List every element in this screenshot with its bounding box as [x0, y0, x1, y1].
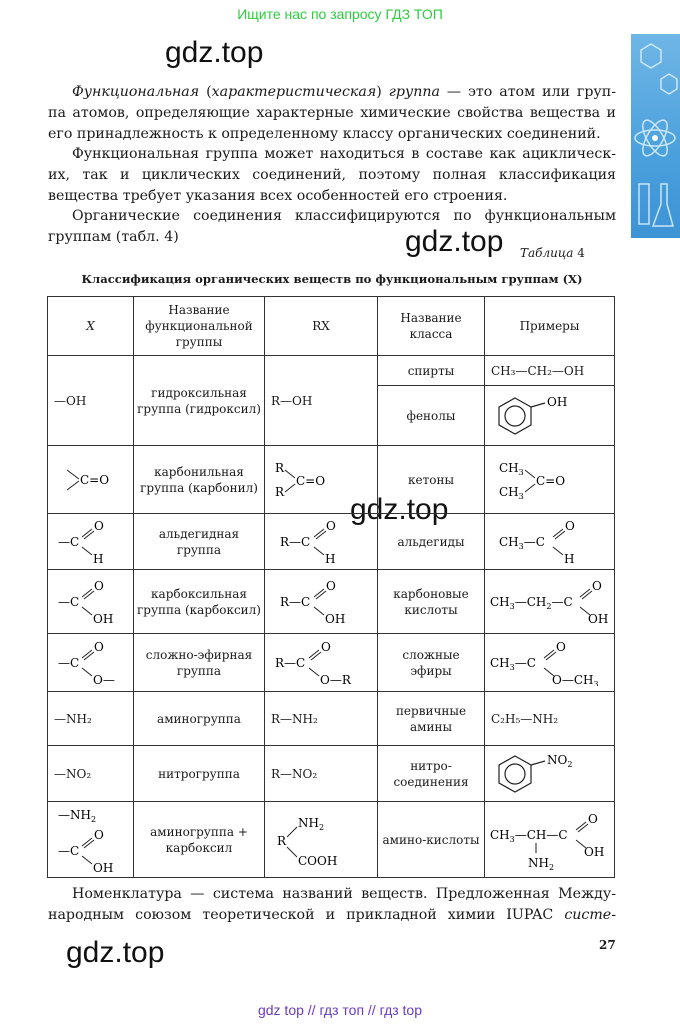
svg-text:CH3—CH2—C: $CH_3—CH_2—C$	[490, 594, 573, 611]
watermark: gdz.top	[66, 936, 165, 969]
svg-text:CH3: $CH_3$	[498, 484, 524, 501]
ester-general-structure	[271, 640, 371, 686]
svg-text:—C: —C	[57, 594, 79, 609]
paren-close: )	[376, 84, 382, 100]
table-label-word: Таблица	[520, 246, 574, 260]
para1-line1-rest: — это атом или груп-	[446, 84, 617, 100]
svg-text:C=O: C=O	[79, 472, 109, 487]
cell-class-amines: первичные амины	[378, 692, 485, 746]
cell-class-aldehydes: альдегиды	[378, 514, 485, 570]
cell-example-ethanol: CH₃—CH₂—OH	[485, 356, 615, 386]
svg-text:O: O	[326, 578, 336, 593]
svg-text:H: H	[92, 551, 103, 565]
table-row	[48, 570, 615, 634]
term-characteristic: характеристическая	[211, 84, 377, 100]
paragraph-functional-group	[48, 144, 616, 206]
svg-text:OH: OH	[588, 611, 609, 625]
svg-text:R—C: R—C	[280, 534, 311, 549]
para3-line1: Органические соединения классифицируются по функциональным	[72, 208, 616, 224]
svg-text:O: O	[93, 827, 104, 842]
svg-text:NH2: $NH_2$	[298, 815, 325, 832]
cell-rx-hydroxyl: R—OH	[265, 356, 378, 446]
svg-text:O: O	[93, 639, 104, 654]
amino-acid-general-structure	[271, 809, 371, 871]
svg-text:R: R	[277, 833, 287, 848]
table-row	[48, 692, 615, 746]
header-rx-label: RX	[312, 319, 330, 333]
methyl-acetate-structure	[488, 640, 612, 686]
cell-name-amino-acid: аминогруппа + карбоксил	[134, 802, 265, 878]
svg-text:NH2: $NH_2$	[528, 855, 555, 872]
svg-text:C=O: C=O	[296, 473, 326, 488]
top-banner[interactable]: Ищите нас по запросу ГДЗ ТОП	[237, 6, 443, 22]
cell-example-methyl-acetate	[485, 634, 615, 692]
phenol-structure	[495, 393, 605, 439]
nitrobenzene-structure	[495, 751, 605, 797]
svg-text:O: O	[321, 639, 331, 654]
cell-example-acetone	[485, 446, 615, 514]
ester-group-structure	[56, 640, 126, 686]
header-class-name: Название класса	[378, 297, 485, 356]
chemistry-illustration	[631, 34, 680, 238]
svg-text:—C: —C	[57, 534, 79, 549]
para4-line1: Номенклатура — система названий веществ. Предложенная Между-	[72, 886, 616, 902]
cell-name-carboxyl: карбоксильная группа (карбоксил)	[134, 570, 265, 634]
svg-text:CH3—C: $CH_3—C$	[498, 534, 545, 551]
cell-class-carboxylic-acids: карбоновые кислоты	[378, 570, 485, 634]
svg-text:O: O	[326, 518, 336, 533]
table-label-number: 4	[577, 246, 585, 260]
cell-class-nitro: нитро-соединения	[378, 746, 485, 802]
cell-name-amine: аминогруппа	[134, 692, 265, 746]
cell-rx-aldehyde	[265, 514, 378, 570]
cell-rx-ester	[265, 634, 378, 692]
svg-text:R—C: R—C	[275, 655, 306, 670]
paragraph-nomenclature	[48, 884, 616, 926]
para2-line1: Функциональная группа может находиться в составе как ациклическ-	[72, 146, 616, 162]
table-row	[48, 746, 615, 802]
header-examples: Примеры	[485, 297, 615, 356]
table-row	[48, 634, 615, 692]
cell-class-phenols: фенолы	[378, 386, 485, 446]
table-caption: Классификация органических веществ по функциональным группам (X)	[81, 272, 583, 286]
para1-line3: его принадлежность к определенному классу органических соединений.	[48, 125, 601, 142]
classification-table	[47, 296, 615, 878]
svg-text:O: O	[588, 811, 598, 826]
watermark: gdz.top	[165, 36, 264, 69]
header-x-label: X	[86, 319, 95, 333]
cell-x-ester	[48, 634, 134, 692]
watermark: gdz.top	[350, 493, 449, 526]
cell-x-amino-carboxyl	[48, 802, 134, 878]
paren-open: (	[206, 84, 212, 100]
cell-class-alcohols: спирты	[378, 356, 485, 386]
amino-carboxyl-structure	[56, 805, 126, 875]
svg-text:CH3: $CH_3$	[498, 460, 524, 477]
svg-text:O—R: O—R	[320, 672, 351, 686]
table-header-row	[48, 297, 615, 356]
footer-links[interactable]: gdz top // гдз топ // гдз top	[257, 1002, 423, 1018]
cell-example-ethylamine: C₂H₅—NH₂	[485, 692, 615, 746]
svg-text:O: O	[93, 518, 104, 533]
cell-class-ketones: кетоны	[378, 446, 485, 514]
propanoic-acid-structure	[488, 579, 612, 625]
acetaldehyde-structure	[495, 519, 605, 565]
cell-x-amine: —NH₂	[48, 692, 134, 746]
cell-x-carboxyl	[48, 570, 134, 634]
svg-text:O—CH3: $O—CH_3$	[552, 672, 599, 686]
cell-name-ester: сложно-эфирная группа	[134, 634, 265, 692]
ketone-general-structure	[271, 458, 371, 502]
cell-name-carbonyl: карбонильная группа (карбонил)	[134, 446, 265, 514]
svg-text:OH: OH	[92, 860, 113, 875]
cell-example-propanoic-acid	[485, 570, 615, 634]
cell-rx-amine: R—NH₂	[265, 692, 378, 746]
cell-rx-amino-acid	[265, 802, 378, 878]
svg-text:COOH: COOH	[298, 853, 338, 868]
svg-text:H: H	[325, 551, 336, 565]
header-rx	[265, 297, 378, 356]
svg-text:CH3—C: $CH_3—C$	[490, 655, 536, 672]
aldehyde-group-structure	[56, 519, 126, 565]
svg-text:—C: —C	[57, 655, 79, 670]
paragraph-classification	[48, 206, 616, 248]
cell-class-amino-acids: амино-кислоты	[378, 802, 485, 878]
para2-line3: вещества требует указания всех особенностей его строения.	[48, 187, 508, 204]
carbonyl-structure	[61, 460, 121, 500]
cell-example-alanine	[485, 802, 615, 878]
table-row	[48, 356, 615, 386]
svg-text:OH: OH	[92, 611, 113, 625]
aldehyde-general-structure	[276, 519, 366, 565]
svg-text:R: R	[275, 460, 285, 475]
svg-text:R—C: R—C	[280, 594, 311, 609]
paragraph-definition	[48, 82, 616, 144]
svg-text:OH: OH	[546, 394, 567, 409]
alanine-structure	[488, 807, 612, 873]
header-group-name: Название функциональной группы	[134, 297, 265, 356]
term-functional: Функциональная	[72, 84, 200, 100]
cell-rx-carbonyl	[265, 446, 378, 514]
watermark: gdz.top	[405, 225, 504, 258]
para2-line2: их, так и циклических соединений, поэтому полная классификация	[48, 166, 616, 183]
svg-text:H: H	[563, 551, 574, 565]
carboxyl-group-structure	[56, 579, 126, 625]
svg-text:OH: OH	[584, 844, 605, 859]
svg-text:R: R	[275, 484, 285, 499]
cell-example-acetaldehyde	[485, 514, 615, 570]
acetone-structure	[495, 458, 605, 502]
header-x	[48, 297, 134, 356]
svg-text:—C: —C	[57, 843, 79, 858]
svg-text:O: O	[592, 578, 602, 593]
table-row	[48, 446, 615, 514]
para4-line2-italic: систе-	[564, 906, 616, 923]
table-label	[520, 246, 585, 260]
cell-x-nitro: —NO₂	[48, 746, 134, 802]
cell-rx-nitro: R—NO₂	[265, 746, 378, 802]
cell-name-aldehyde: альдегидная группа	[134, 514, 265, 570]
cell-class-esters: сложные эфиры	[378, 634, 485, 692]
svg-text:O: O	[93, 578, 104, 593]
para4-line2: народным союзом теоретической и прикладной химии IUPAC	[48, 906, 554, 923]
svg-text:O: O	[556, 639, 566, 654]
svg-text:NO2: $NO_2$	[546, 752, 572, 769]
svg-text:O: O	[564, 518, 575, 533]
carboxylic-general-structure	[276, 579, 366, 625]
cell-x-carbonyl	[48, 446, 134, 514]
page-number: 27	[599, 938, 616, 952]
svg-text:O—: O—	[92, 672, 115, 686]
svg-text:C=O: C=O	[535, 473, 565, 488]
cell-example-nitrobenzene	[485, 746, 615, 802]
table-row	[48, 514, 615, 570]
cell-name-nitro: нитрогруппа	[134, 746, 265, 802]
term-group: группа	[388, 84, 440, 100]
table-row	[48, 802, 615, 878]
cell-x-hydroxyl: —OH	[48, 356, 134, 446]
cell-name-hydroxyl: гидроксильная группа (гидроксил)	[134, 356, 265, 446]
svg-text:OH: OH	[325, 611, 346, 625]
svg-text:CH3—CH—C: $CH_3—CH—C$	[490, 827, 568, 844]
cell-rx-carboxyl	[265, 570, 378, 634]
cell-x-aldehyde	[48, 514, 134, 570]
para1-line2: па атомов, определяющие характерные химические свойства вещества и	[48, 104, 616, 121]
para3-line2: группам (табл. 4)	[48, 228, 179, 245]
svg-text:—NH2: $—NH_2$	[57, 807, 96, 824]
cell-example-phenol	[485, 386, 615, 446]
